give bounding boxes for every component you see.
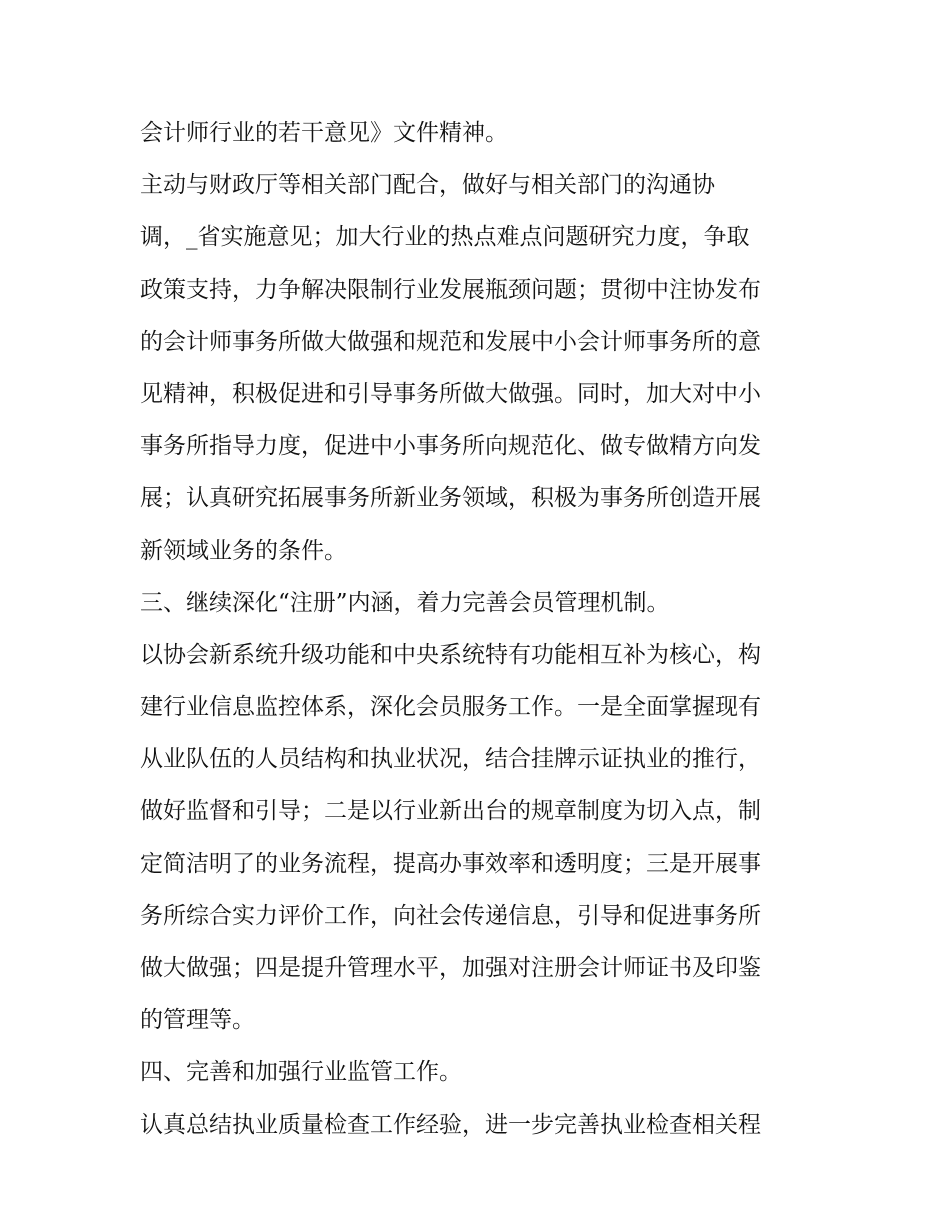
document-body — [140, 107, 820, 1151]
text-line: 调，_省实施意见；加大行业的热点难点问题研究力度，争取 — [140, 224, 750, 251]
text-line: 从业队伍的人员结构和执业状况，结合挂牌示证执业的推行， — [140, 746, 761, 773]
text-line: 会计师行业的若干意见》文件精神。 — [140, 120, 508, 146]
text-line: 做大做强；四是提升管理水平，加强对注册会计师证书及印鉴 — [140, 955, 761, 981]
text-line: 务所综合实力评价工作，向社会传递信息，引导和促进事务所 — [140, 902, 761, 929]
text-line: 建行业信息监控体系，深化会员服务工作。一是全面掌握现有 — [140, 694, 761, 721]
section-heading-3: 三、继续深化“注册”内涵，着力完善会员管理机制。 — [140, 589, 670, 616]
text-line: 新领域业务的条件。 — [140, 537, 347, 564]
text-line: 展；认真研究拓展事务所新业务领域，积极为事务所创造开展 — [140, 485, 761, 512]
text-line: 认真总结执业质量检查工作经验，进一步完善执业检查相关程 — [140, 1111, 761, 1138]
text-line: 做好监督和引导；二是以行业新出台的规章制度为切入点，制 — [140, 798, 761, 825]
text-line: 的会计师事务所做大做强和规范和发展中小会计师事务所的意 — [140, 328, 761, 355]
text-line: 主动与财政厅等相关部门配合，做好与相关部门的沟通协 — [140, 172, 715, 199]
section-heading-4: 四、完善和加强行业监管工作。 — [140, 1059, 462, 1086]
text-line: 事务所指导力度，促进中小事务所向规范化、做专做精方向发 — [140, 433, 761, 460]
text-line: 政策支持，力争解决限制行业发展瓶颈问题；贯彻中注协发布 — [140, 276, 761, 303]
text-line: 以协会新系统升级功能和中央系统特有功能相互补为核心，构 — [140, 641, 761, 668]
text-line: 见精神，积极促进和引导事务所做大做强。同时，加大对中小 — [140, 380, 761, 407]
text-line: 定简洁明了的业务流程，提高办事效率和透明度；三是开展事 — [140, 850, 761, 877]
text-line: 的管理等。 — [140, 1007, 255, 1034]
